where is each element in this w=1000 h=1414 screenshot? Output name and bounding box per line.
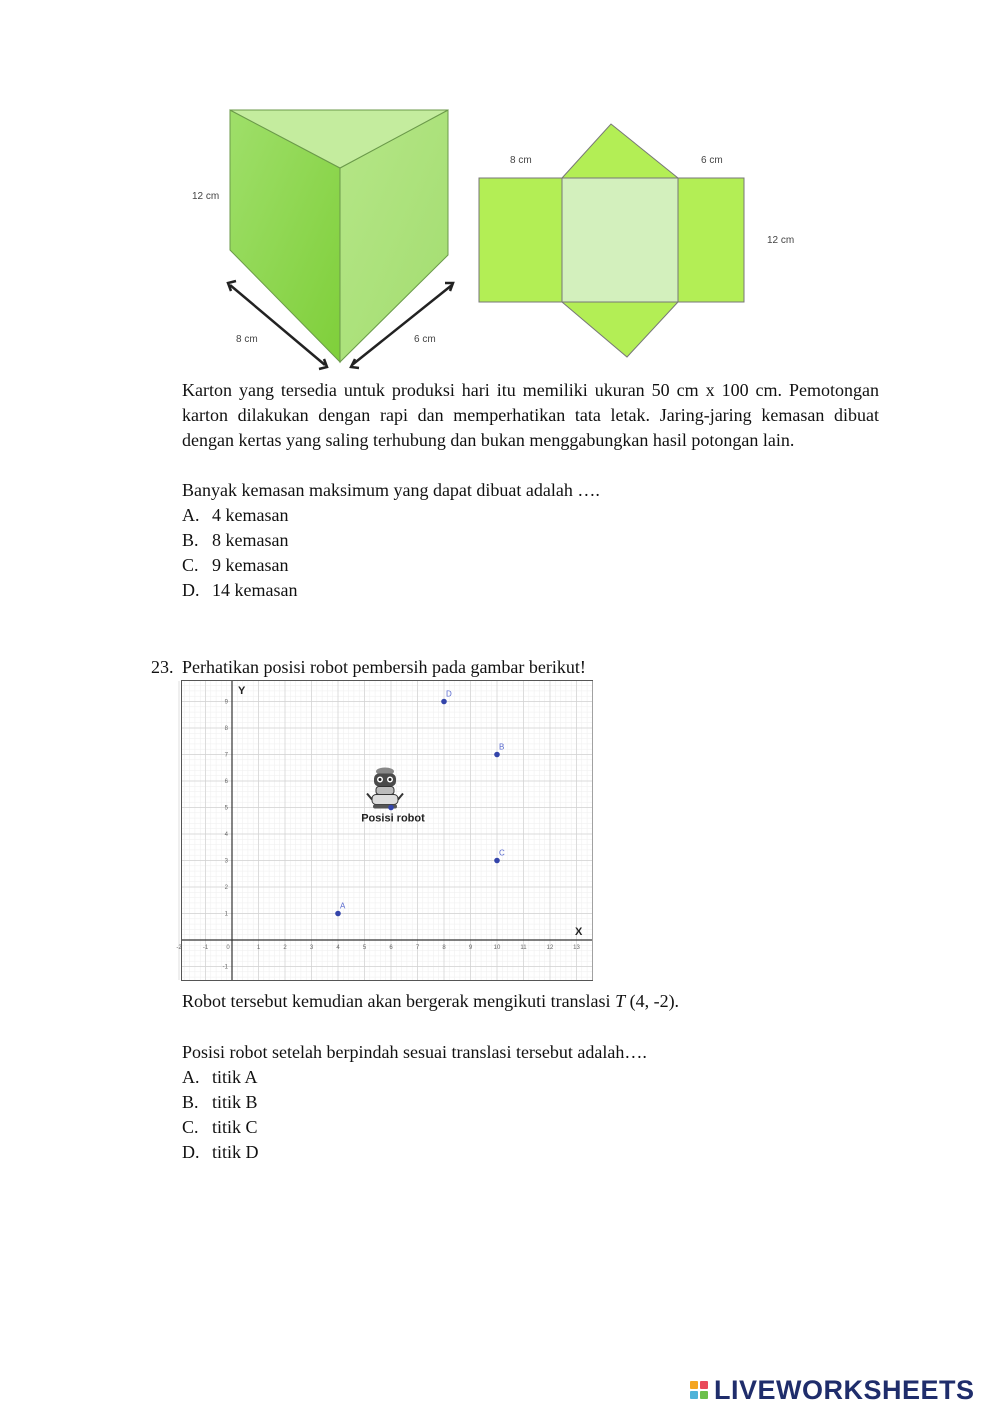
x-tick-label: 13 <box>573 945 580 951</box>
q23-option-c[interactable] <box>182 1115 258 1140</box>
x-tick-label: 5 <box>362 945 367 951</box>
option-letter: C. <box>182 555 199 575</box>
y-tick-label: 1 <box>224 911 228 918</box>
prism-figure <box>180 100 820 375</box>
point-a-label: A <box>340 901 346 911</box>
robot-position-marker <box>388 805 394 811</box>
x-tick-label: 12 <box>546 945 554 951</box>
y-tick-label: 2 <box>224 885 228 891</box>
x-tick-label: 0 <box>226 945 230 951</box>
x-tick-label: 6 <box>389 945 393 951</box>
prism-base-right-label: 6 cm <box>414 334 436 345</box>
x-tick-label: 10 <box>493 945 501 951</box>
y-tick-label: 8 <box>224 726 228 732</box>
q22-option-b[interactable] <box>182 528 288 553</box>
prism-height-label: 12 cm <box>192 191 220 202</box>
question23-title: Perhatikan posisi robot pembersih pada gambar berikut! <box>182 657 586 677</box>
point-c-marker <box>494 858 500 864</box>
translation-text-before: Robot tersebut kemudian akan bergerak mengikuti translasi <box>182 991 616 1011</box>
option-text: 9 kemasan <box>212 555 289 575</box>
net-top-triangle <box>562 124 678 178</box>
net-left-rect <box>479 178 562 302</box>
prism-base-left-label: 8 cm <box>236 334 258 345</box>
y-tick-label: -1 <box>222 964 228 971</box>
robot-position-label: Posisi robot <box>361 812 425 825</box>
net-top-left-label: 8 cm <box>510 155 532 166</box>
x-tick-label: 11 <box>520 945 527 951</box>
translation-text-after: (4, -2). <box>625 991 680 1011</box>
net-top-right-label: 6 cm <box>701 155 723 166</box>
chart-frame <box>182 681 593 981</box>
point-d-label: D <box>446 689 452 699</box>
point-d-marker <box>441 699 447 705</box>
option-letter: A. <box>182 1067 200 1087</box>
option-text: titik D <box>212 1142 259 1162</box>
y-tick-label: 3 <box>224 858 228 865</box>
logo-grid-icon <box>690 1381 708 1399</box>
option-letter: B. <box>182 530 199 550</box>
y-tick-label: 7 <box>224 752 228 759</box>
y-tick-label: 9 <box>224 699 228 706</box>
logo-text: LIVEWORKSHEETS <box>714 1374 975 1405</box>
x-tick-label: -1 <box>202 945 209 951</box>
question23-prompt: Posisi robot setelah berpindah sesuai translasi tersebut adalah…. <box>182 1042 647 1062</box>
option-letter: D. <box>182 580 200 600</box>
option-letter: B. <box>182 1092 199 1112</box>
option-text: titik B <box>212 1092 258 1112</box>
x-tick-label: 8 <box>442 945 446 951</box>
option-letter: D. <box>182 1142 200 1162</box>
question22-paragraph: Karton yang tersedia untuk produksi hari itu memiliki ukuran 50 cm x 100 cm. Pemotongan karton dilakukan dengan rapi dan memperhatikan tata letak. Jaring-jaring kemasan dibuat dengan kertas yang saling terhubung dan bukan menggabungkan hasil potongan lain. <box>182 380 879 450</box>
q23-option-a[interactable] <box>182 1065 258 1090</box>
option-text: titik C <box>212 1117 258 1137</box>
q22-option-a[interactable] <box>182 503 288 528</box>
net-right-rect <box>678 178 744 302</box>
net-height-label: 12 cm <box>767 235 795 246</box>
y-tick-label: 6 <box>224 779 228 785</box>
option-letter: C. <box>182 1117 199 1137</box>
coordinate-grid-chart <box>176 680 593 982</box>
q22-option-c[interactable] <box>182 553 288 578</box>
translation-symbol: T <box>615 991 626 1011</box>
point-b-label: B <box>499 742 505 752</box>
question22-prompt: Banyak kemasan maksimum yang dapat dibuat adalah …. <box>182 480 600 500</box>
q23-option-b[interactable] <box>182 1090 258 1115</box>
y-tick-label: 4 <box>224 832 228 838</box>
liveworksheets-logo <box>690 1372 975 1408</box>
point-c-label: C <box>499 848 505 858</box>
y-axis-label: Y <box>238 685 246 697</box>
option-text: 14 kemasan <box>212 580 298 600</box>
option-text: 4 kemasan <box>212 505 289 525</box>
x-axis-label: X <box>575 926 583 938</box>
point-a-marker <box>335 911 341 917</box>
x-tick-label: 9 <box>468 945 473 951</box>
option-text: 8 kemasan <box>212 530 289 550</box>
net-bottom-triangle <box>562 302 678 357</box>
x-tick-label: 1 <box>256 945 261 951</box>
option-text: titik A <box>212 1067 258 1087</box>
point-b-marker <box>494 752 500 758</box>
translation-sentence <box>182 989 679 1014</box>
y-tick-label: 5 <box>224 805 228 812</box>
x-tick-label: 3 <box>309 945 314 951</box>
x-tick-label: 4 <box>336 945 340 951</box>
q22-option-d[interactable] <box>182 578 297 603</box>
x-tick-label: -2 <box>176 945 182 951</box>
q23-option-d[interactable] <box>182 1140 259 1165</box>
x-tick-label: 2 <box>283 945 287 951</box>
x-tick-label: 7 <box>415 945 420 951</box>
net-center-rect <box>562 178 678 302</box>
question23-number: 23. <box>151 657 174 677</box>
option-letter: A. <box>182 505 200 525</box>
